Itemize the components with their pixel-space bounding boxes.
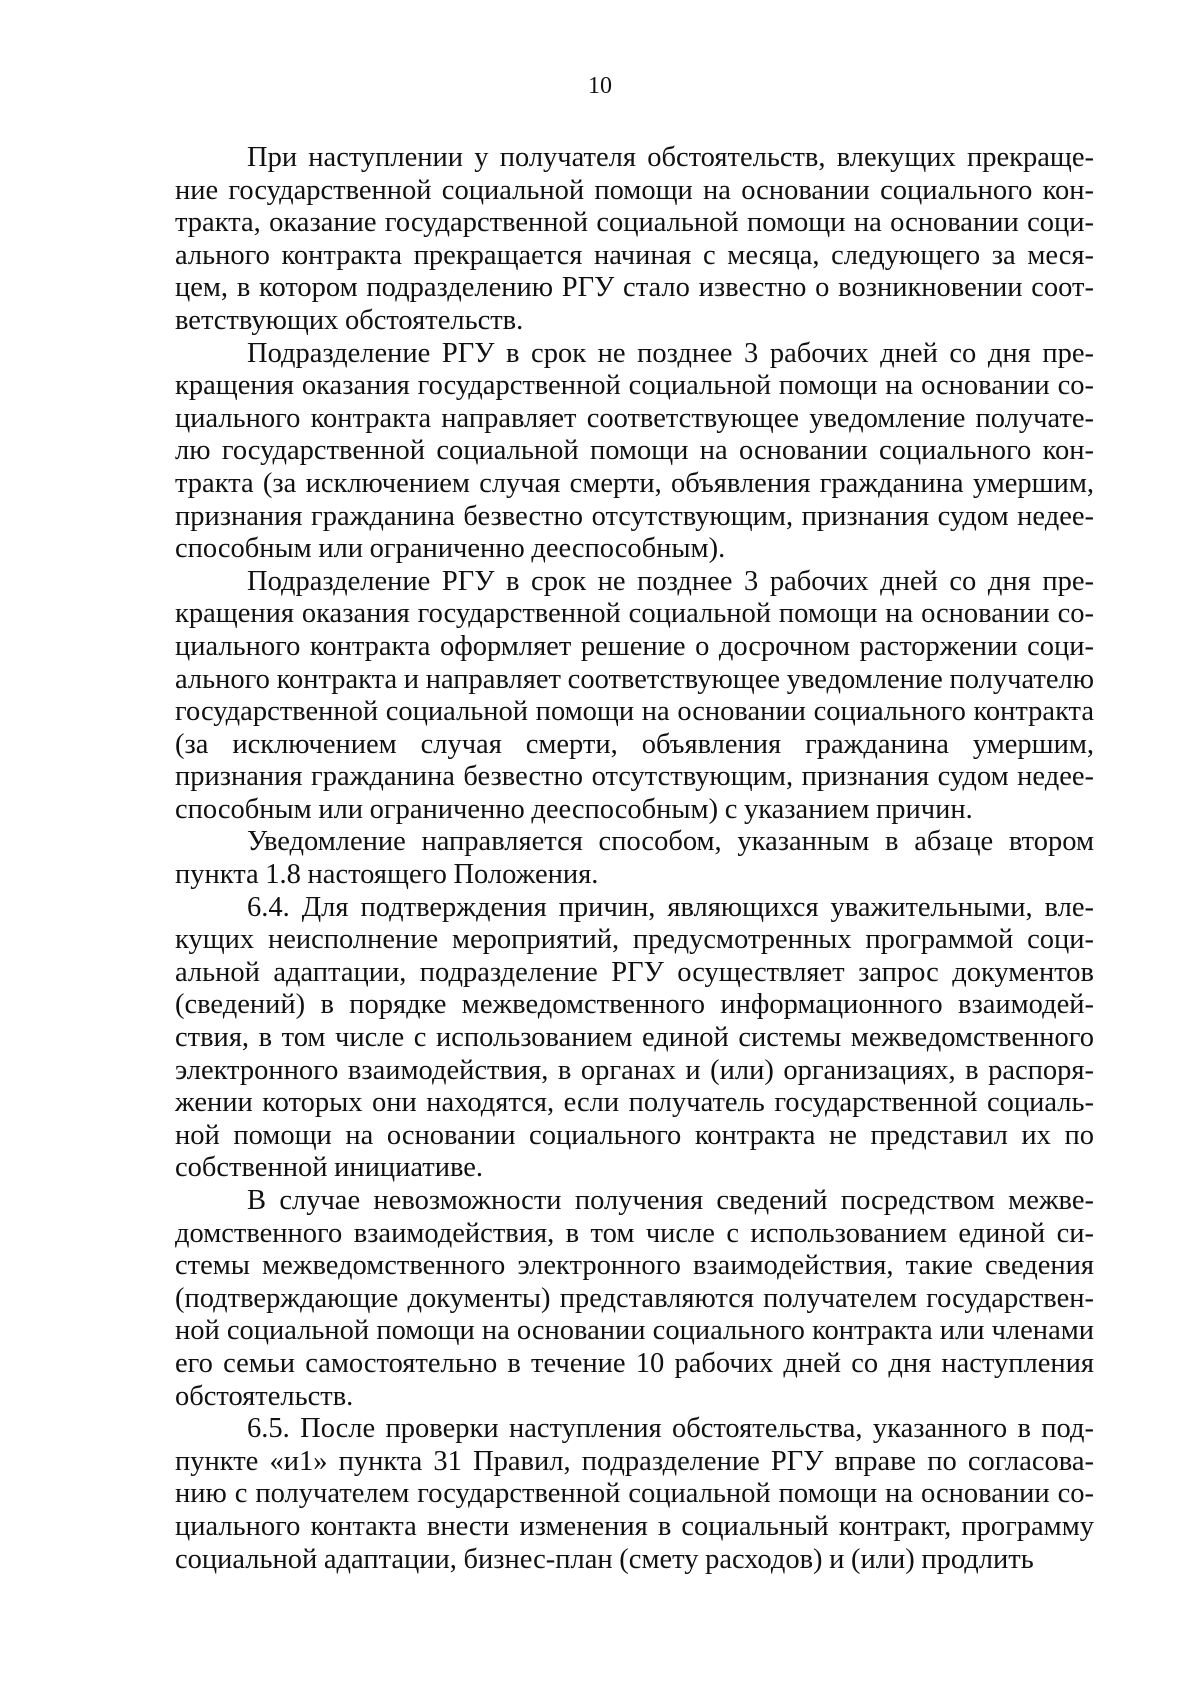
paragraph-notice-method: Уведомление направляется способом, указанным в абзаце втором пункта 1.8 настоящего Положения. [175, 826, 1094, 891]
paragraph-6-5-contract-changes: 6.5. После проверки наступления обстоятельства, указанного в подпункте «и1» пункта 31 Правил, подразделение РГУ вправе по согласованию с получателем государственной социальной помощи на основании социального контакта внести изменения в социальный контракт, программу социальной адаптации, бизнес-план (смету расходов) и (или) продлить [175, 1413, 1094, 1575]
document-body [175, 142, 1094, 1576]
paragraph-early-termination-decision: Подразделение РГУ в срок не позднее 3 рабочих дней со дня прекращения оказания государственной социальной помощи на основании социального контракта оформляет решение о досрочном расторжении социального контракта и направляет соответствующее уведомление получателю государственной социальной помощи на основании социального контракта (за исключением случая смерти, объявления гражданина умершим, признания гражданина безвестно отсутствующим, признания судом недееспособным или ограниченно дееспособным) с указанием причин. [175, 565, 1094, 825]
paragraph-termination-notice: Подразделение РГУ в срок не позднее 3 рабочих дней со дня прекращения оказания государственной социальной помощи на основании социального контракта направляет соответствующее уведомление получателю государственной социальной помощи на основании социального контракта (за исключением случая смерти, объявления гражданина умершим, признания гражданина безвестно отсутствующим, признания судом недееспособным или ограниченно дееспособным). [175, 337, 1094, 565]
page-number: 10 [588, 73, 612, 99]
paragraph-termination-circumstances: При наступлении у получателя обстоятельств, влекущих прекращение государственной социальной помощи на основании социального контракта, оказание государственной социальной помощи на основании социального контракта прекращается начиная с месяца, следующего за месяцем, в котором подразделению РГУ стало известно о возникновении соответствующих обстоятельств. [175, 142, 1094, 336]
paragraph-6-4-document-request: 6.4. Для подтверждения причин, являющихся уважительными, влекущих неисполнение мероприятий, предусмотренных программой социальной адаптации, подразделение РГУ осуществляет запрос документов (сведений) в порядке межведомственного информационного взаимодействия, в том числе с использованием единой системы межведомственного электронного взаимодействия, в органах и (или) организациях, в распоряжении которых они находятся, если получатель государственной социальной помощи на основании социального контракта не представил их по собственной инициативе. [175, 891, 1094, 1184]
paragraph-self-submission: В случае невозможности получения сведений посредством межведомственного взаимодействия, в том числе с использованием единой системы межведомственного электронного взаимодействия, такие сведения (подтверждающие документы) представляются получателем государственной социальной помощи на основании социального контракта или членами его семьи самостоятельно в течение 10 рабочих дней со дня наступления обстоятельств. [175, 1185, 1094, 1412]
